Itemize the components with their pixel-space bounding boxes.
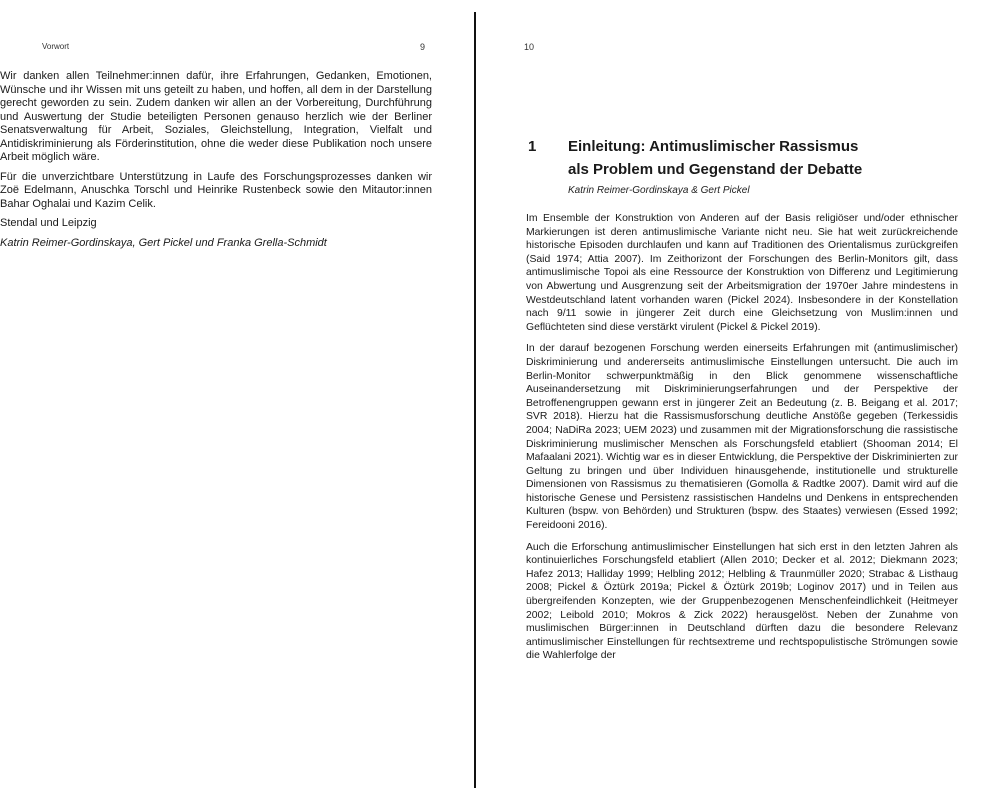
chapter-title [568,135,966,181]
paragraph: Für die unverzichtbare Unterstützung in Laufe des Forschungsprozesses danken wir Zoë Edelmann, Anuschka Torschl und Heinrike Rustenbeck sowie den Mitautor:innen Bahar Oghalai und Kazim Celik. [0,170,432,210]
left-page-number: 9 [420,42,426,52]
right-page [476,0,1000,800]
running-title: Vorwort [42,42,70,51]
signature: Katrin Reimer-Gordinskaya, Gert Pickel und Franka Grella-Schmidt [0,236,327,249]
chapter-title-line: als Problem und Gegenstand der Debatte [568,161,863,178]
paragraph: Wir danken allen Teilnehmer:innen dafür, ihre Erfahrungen, Gedanken, Emotionen, Wünsche und ihr Wissen mit uns geteilt zu haben, und hoffen, all dem in der Darstellung gerecht geworden zu sein. Zudem danken wir allen an der Vorbereitung, Durchführung und Auswertung der Studie beteiligten Personen genauso herzlich wie der Berliner Senatsverwaltung für Arbeit, Soziales, Gleichstellung, Integration, Vielfalt und Antidiskriminierung als Förderinstitution, ohne die weder diese Publikation noch unsere Arbeit möglich wäre. [0,70,432,163]
left-page [0,0,474,800]
chapter-authors: Katrin Reimer-Gordinskaya & Gert Pickel [568,185,750,196]
place-line: Stendal und Leipzig [0,217,97,229]
left-page-body [0,70,432,256]
chapter-number: 1 [528,138,537,155]
right-page-number: 10 [524,42,535,52]
right-page-body [526,212,958,671]
paragraph: Im Ensemble der Konstruktion von Anderen auf der Basis religiöser und/oder ethnischer Markierungen ist deren antimuslimische Variante nicht neu. Sie hat weit zurückreichende historische Episoden durchlaufen und kann auf Traditionen des Orientalismus zurückgreifen (Said 1974; Attia 2007). Im Zeithorizont der Forschungen des Berlin-Monitors gilt, dass antimuslimische Topoi als eine Ressource der Konstruktion von Differenz und Legitimierung von Abwertung und Ausgrenzung seit der Arbeitsmigration der 1970er Jahre mindestens in Westdeutschland latent vorhanden waren (Pickel 2024). Insbesondere in der Konstellation nach 9/11 sowie in jüngerer Zeit durch eine Gleichsetzung von Muslim:innen und Geflüchteten sind diese verstärkt virulent (Pickel & Pickel 2019). [526,213,958,333]
paragraph: Auch die Erforschung antimuslimischer Einstellungen hat sich erst in den letzten Jahren als kontinuierliches Forschungsfeld etabliert (Allen 2010; Decker et al. 2012; Diekmann 2023; Hafez 2013; Halliday 1999; Helbling 2012; Helbling & Traunmüller 2020; Strabac & Listhaug 2008; Pickel & Öztürk 2019a; Pickel & Öztürk 2019b; Loginov 2017) und in Teilen aus übergreifenden Konzepten, wie der Gruppenbezogenen Menschenfeindlichkeit (Heitmeyer 2002; Leibold 2010; Mokros & Zick 2022) herausgelöst. Neben der Zunahme von muslimischen Bürger:innen in Deutschland dürften dazu die besondere Relevanz antimuslimischer Einstellungen für rechtsextreme und rechtspopulistische Strömungen sowie die Wahlerfolge der [526,541,958,662]
chapter-heading [526,138,966,196]
chapter-title-line: Einleitung: Antimuslimischer Rassismus [568,138,859,155]
paragraph: In der darauf bezogenen Forschung werden einerseits Erfahrungen mit (antimuslimischer) Diskriminierung und andererseits antimuslimische Einstellungen untersucht. Die auch im Berlin-Monitor schwerpunktmäßig in den Blick genommene wissenschaftliche Auseinandersetzung mit Diskriminierungserfahrungen und der Perspektive der Betroffenengruppen gewann erst in jüngerer Zeit an Bedeutung (z. B. Beigang et al. 2017; SVR 2018). Hierzu hat die Rassismusforschung deutliche Anstöße gegeben (Terkessidis 2004; NaDiRa 2023; UEM 2023) und zusammen mit der Migrationsforschung die rassistische Diskriminierung muslimischer Menschen als Forschungsfeld etabliert (Shooman 2014; El Mafaalani 2021). Wichtig war es in dieser Entwicklung, die Perspektive der Diskriminierten zur Geltung zu bringen und über Individuen hinausgehende, institutionelle und strukturelle Dimensionen von Rassismus zu thematisieren (Gomolla & Radtke 2007). Damit wird auf die historische Genese und Persistenz rassistischen Handelns und Denkens in entsprechenden Kulturen (bspw. von Behörden) und Strukturen (bspw. des Staates) verwiesen (Essed 1992; Fereidooni 2016). [526,343,958,532]
